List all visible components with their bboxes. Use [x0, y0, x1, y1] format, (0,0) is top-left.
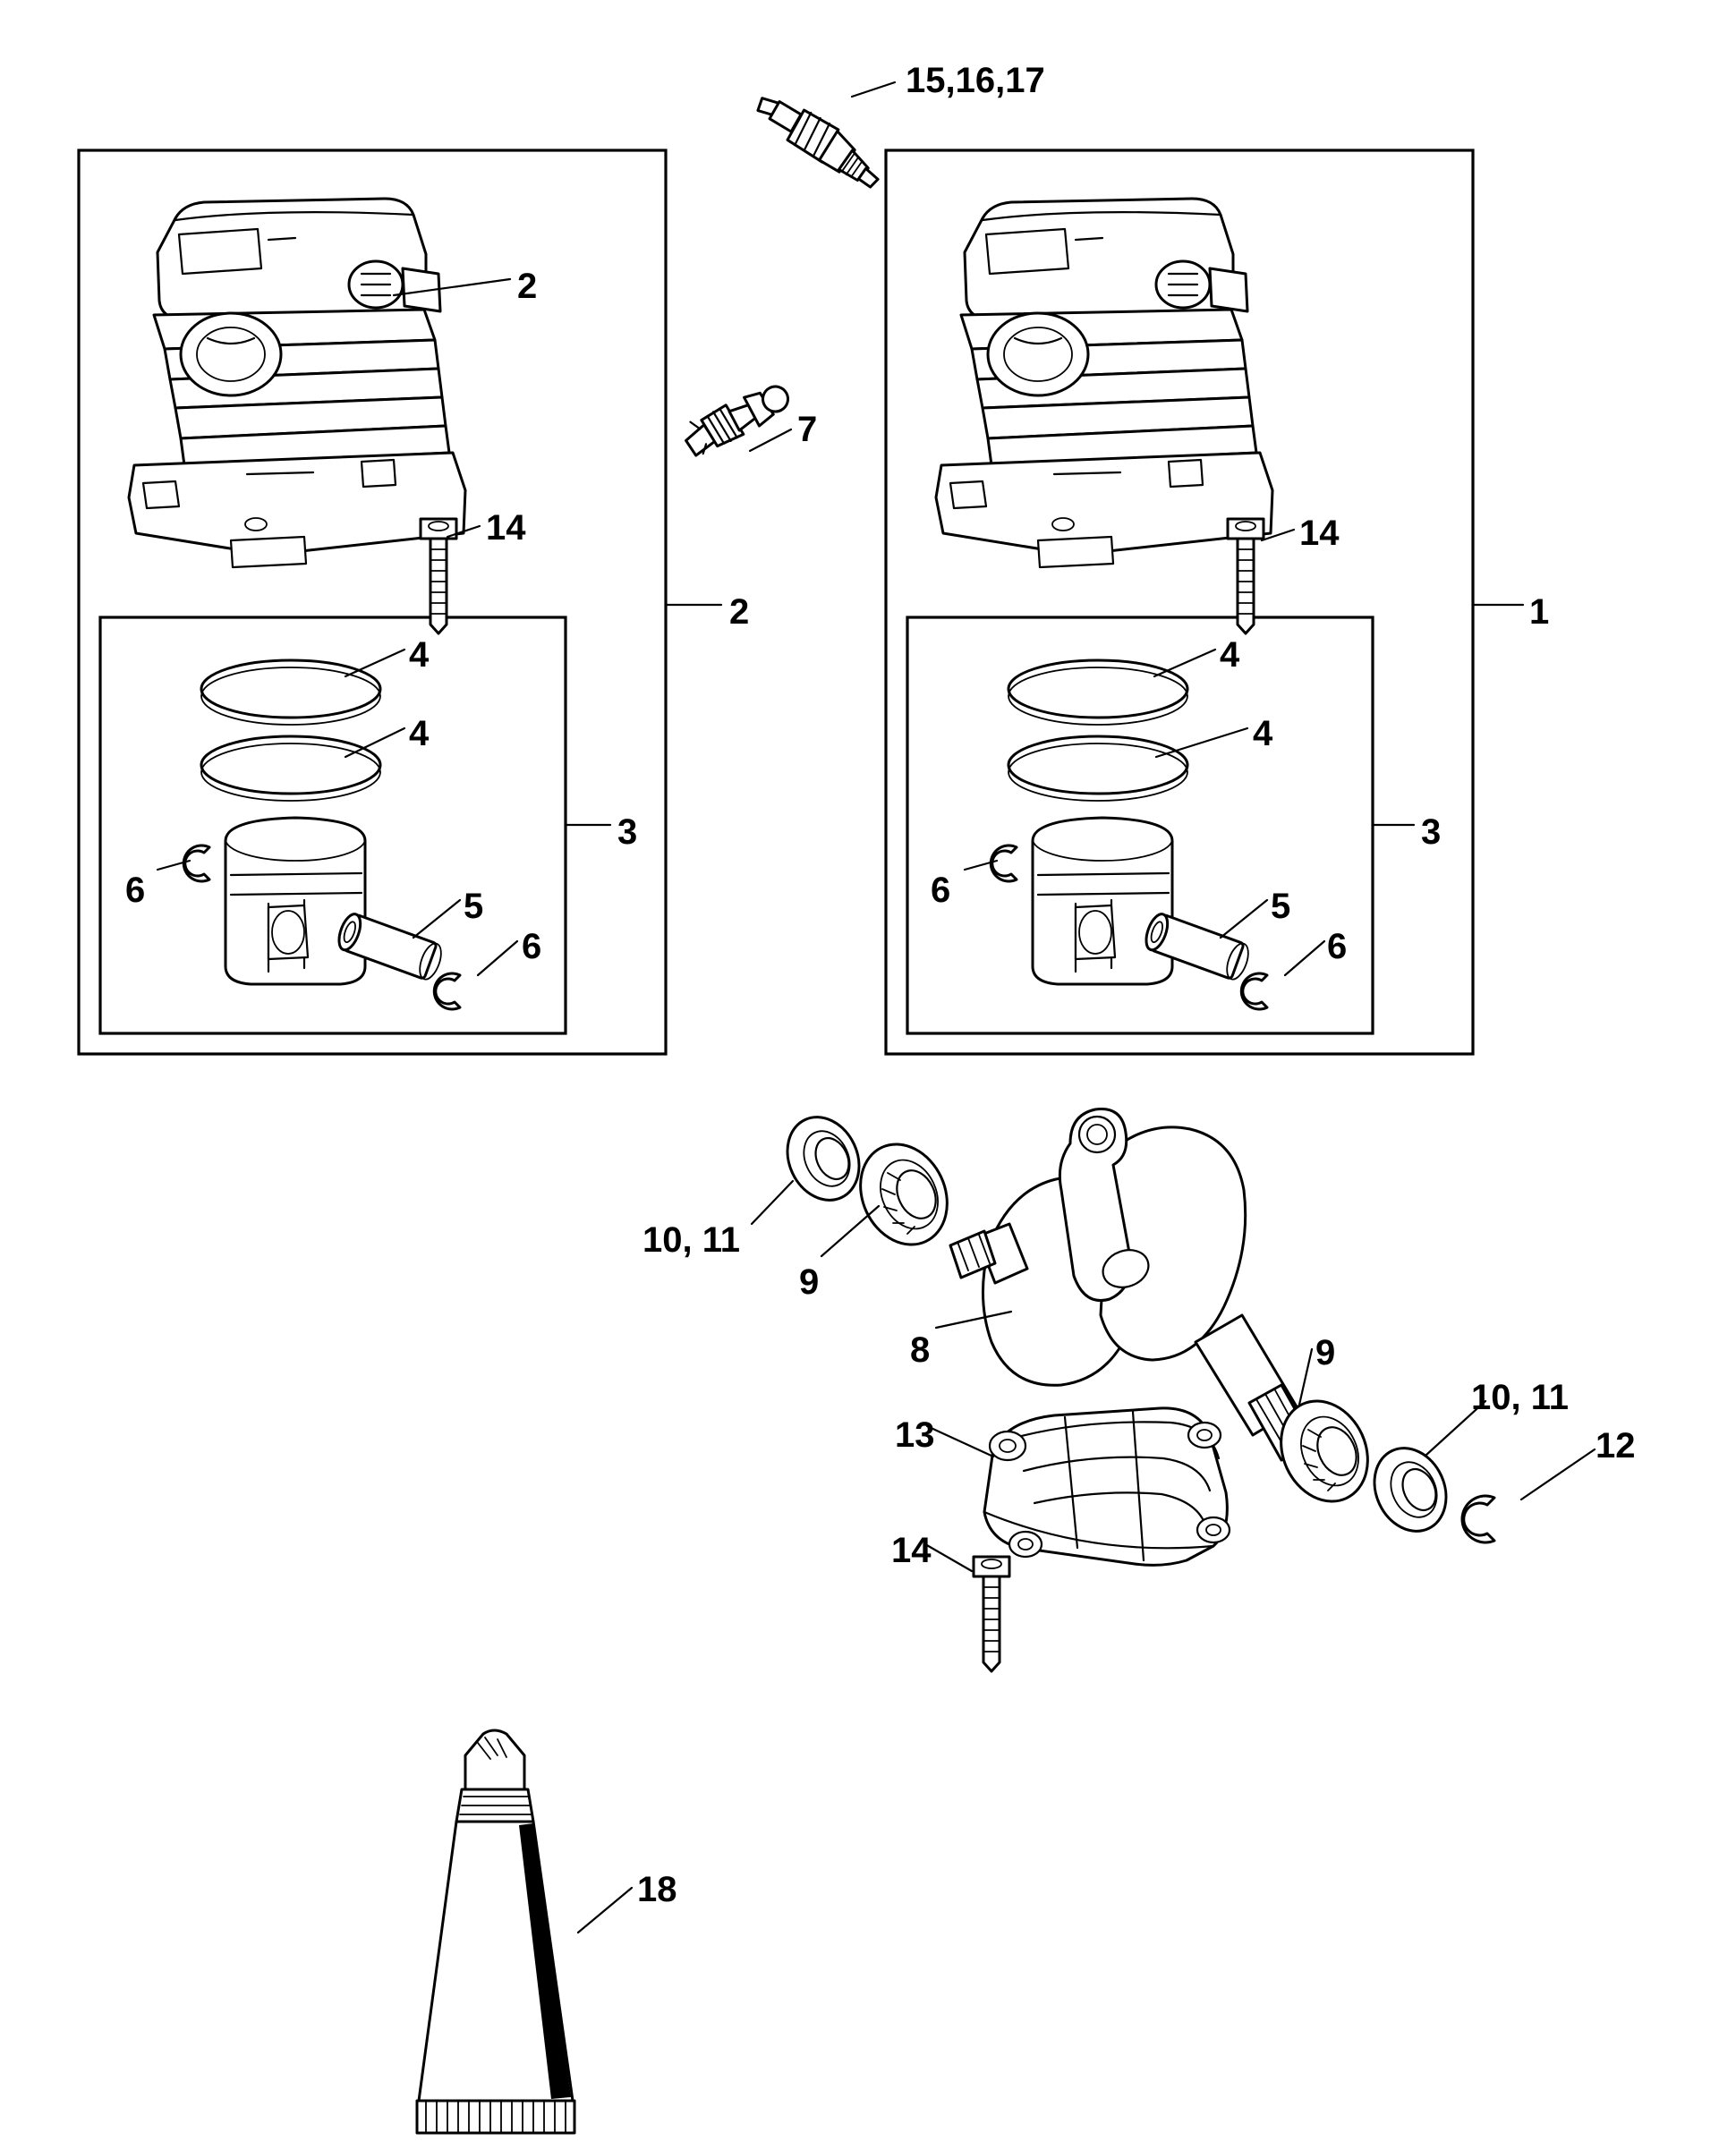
callout-4-ring-lower-right: 4 — [1253, 714, 1273, 753]
piston — [226, 818, 365, 984]
oil-seal-lower — [1361, 1436, 1459, 1542]
callout-13-crankcase: 13 — [895, 1415, 935, 1455]
snap-ring — [1462, 1496, 1494, 1542]
piston — [1033, 818, 1172, 984]
callout-6-circlip-lower-right: 6 — [1327, 927, 1348, 966]
callout-3-piston-kit-right: 3 — [1421, 812, 1442, 852]
callout-9-bearing-upper: 9 — [799, 1262, 820, 1302]
spark-plug — [751, 83, 889, 195]
circlip-upper — [183, 845, 209, 881]
piston-ring-lower — [201, 736, 380, 794]
callout-14-screw-right: 14 — [1299, 514, 1340, 553]
spline-screw-crankcase — [974, 1557, 1009, 1671]
callout-6-circlip-lower-left: 6 — [522, 927, 542, 966]
callout-14-screw-left: 14 — [486, 508, 526, 548]
callout-5-piston-pin-right: 5 — [1271, 887, 1291, 926]
cylinder-right — [936, 199, 1272, 567]
callout-4-ring-upper-left: 4 — [409, 635, 430, 675]
callout-12-snap-ring: 12 — [1596, 1426, 1636, 1466]
decompression-valve — [679, 376, 794, 460]
oil-seal-upper — [774, 1105, 872, 1211]
callout-1-assembly-bracket: 1 — [1529, 592, 1550, 632]
callout-spark-plug: 15,16,17 — [906, 61, 1045, 100]
callout-5-piston-pin-left: 5 — [464, 887, 484, 926]
callout-6-circlip-upper-left: 6 — [125, 871, 146, 910]
exhaust-port — [181, 313, 281, 395]
callout-10-11-oil-seal-upper: 10, 11 — [642, 1220, 741, 1260]
piston-kit-left — [183, 660, 460, 1009]
callout-4-ring-lower-left: 4 — [409, 714, 430, 753]
circlip-lower — [1241, 973, 1267, 1009]
circlip-lower — [434, 973, 460, 1009]
ball-bearing-upper — [845, 1130, 963, 1259]
crankcase — [984, 1408, 1230, 1565]
cylinder-left — [129, 199, 465, 567]
callout-9-bearing-lower: 9 — [1315, 1333, 1336, 1372]
exhaust-port — [988, 313, 1088, 395]
callout-7-decompression-valve: 7 — [797, 410, 818, 449]
piston-kit-right — [991, 660, 1267, 1009]
callout-3-piston-kit-left: 3 — [617, 812, 638, 852]
circlip-upper — [991, 845, 1017, 881]
callout-14-screw-crankcase: 14 — [891, 1531, 932, 1570]
piston-ring-upper — [201, 660, 380, 718]
callout-2-cylinder-left: 2 — [517, 267, 538, 306]
piston-ring-upper — [1008, 660, 1187, 718]
sealant-tube — [417, 1730, 574, 2133]
callout-6-circlip-upper-right: 6 — [931, 871, 951, 910]
callout-10-11-oil-seal-lower: 10, 11 — [1471, 1378, 1570, 1417]
callout-18-sealant-tube: 18 — [637, 1870, 677, 1909]
callout-2-assembly-bracket: 2 — [729, 592, 750, 632]
callout-4-ring-upper-right: 4 — [1220, 635, 1240, 675]
piston-ring-lower — [1008, 736, 1187, 794]
callout-8-crankshaft: 8 — [910, 1330, 931, 1370]
